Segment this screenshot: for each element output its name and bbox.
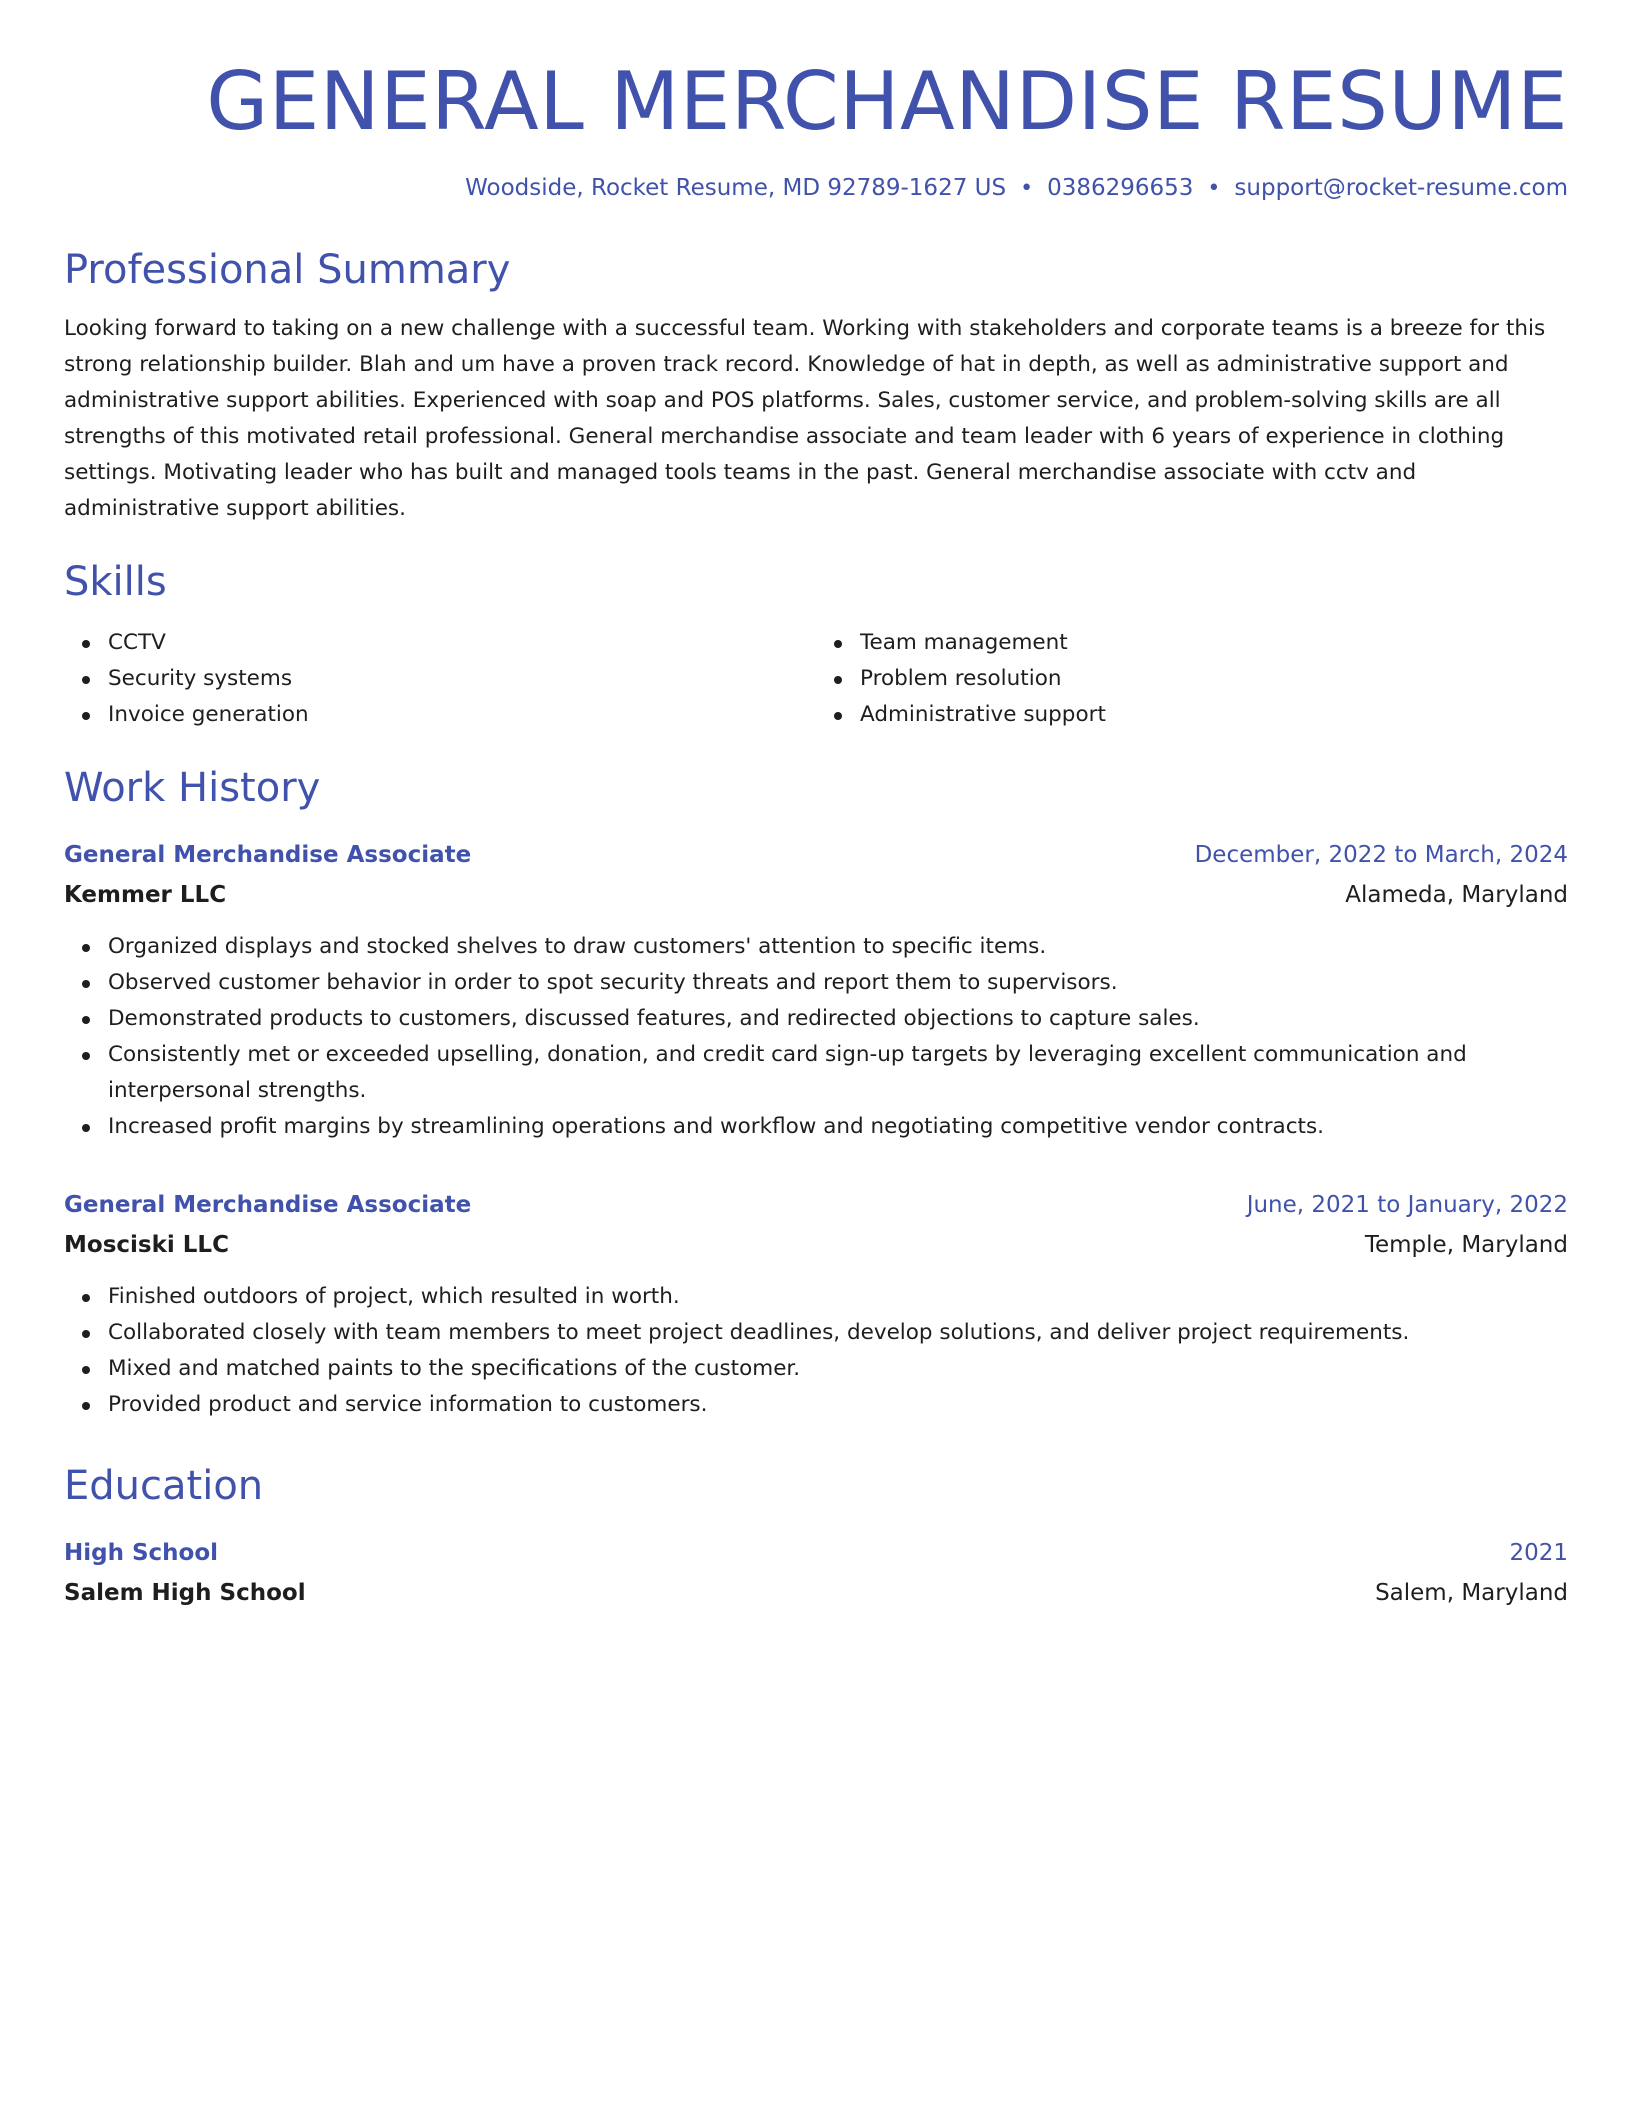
education-degree: High School (64, 1540, 219, 1566)
education-school: Salem High School (64, 1580, 306, 1606)
job-title-row (64, 1185, 1568, 1225)
contact-separator: • (1207, 176, 1221, 201)
job-bullet: Increased profit margins by streamlining operations and workflow and negotiating competitive vendor contracts. (108, 1109, 1568, 1145)
job-company: Mosciski LLC (64, 1232, 229, 1258)
summary-text: Looking forward to taking on a new challenge with a successful team. Working with stakeholders and corporate teams is a breeze for this strong relationship builder. Blah and um have a proven track record. Knowledge of hat in depth, as well as administrative support and administrative support abilities. Experienced with soap and POS platforms. Sales, customer service, and problem-solving skills are all strengths of this motivated retail professional. General merchandise associate and team leader with 6 years of experience in clothing settings. Motivating leader who has built and managed tools teams in the past. General merchandise associate with cctv and administrative support abilities. (64, 316, 1546, 521)
job-title: General Merchandise Associate (64, 1192, 472, 1218)
job-bullet: Collaborated closely with team members to meet project deadlines, develop solutions, and deliver project requirements. (108, 1315, 1568, 1351)
job-bullet: Mixed and matched paints to the specifications of the customer. (108, 1351, 1568, 1387)
skills-grid (64, 625, 1568, 733)
job-location: Temple, Maryland (1364, 1232, 1568, 1258)
job-dates: June, 2021 to January, 2022 (1246, 1192, 1568, 1218)
job-bullets (64, 1279, 1568, 1423)
education-degree-row (64, 1533, 1568, 1573)
job-bullet: Finished outdoors of project, which resulted in worth. (108, 1279, 1568, 1315)
work-history-heading: Work History (64, 765, 321, 811)
skill-item: Invoice generation (108, 697, 816, 733)
education-year: 2021 (1509, 1540, 1568, 1566)
summary-section (64, 245, 1568, 527)
education-school-row (64, 1573, 1568, 1613)
contact-phone: 0386296653 (1047, 175, 1194, 201)
education-heading: Education (64, 1463, 264, 1509)
contact-info (64, 172, 1568, 205)
skills-section (64, 557, 1568, 733)
contact-address: Woodside, Rocket Resume, MD 92789-1627 US (465, 175, 1007, 201)
job-bullet: Provided product and service information to customers. (108, 1387, 1568, 1423)
skill-item: Problem resolution (860, 661, 1568, 697)
skill-item: CCTV (108, 625, 816, 661)
skill-item: Team management (860, 625, 1568, 661)
work-history-section (64, 763, 1568, 1423)
education-section (64, 1461, 1568, 1613)
job-title-row (64, 835, 1568, 875)
skills-list-left (64, 625, 816, 733)
job-location: Alameda, Maryland (1345, 882, 1568, 908)
job-entry (64, 835, 1568, 1145)
education-location: Salem, Maryland (1375, 1580, 1568, 1606)
skill-item: Administrative support (860, 697, 1568, 733)
summary-heading: Professional Summary (64, 247, 511, 293)
job-bullet: Consistently met or exceeded upselling, donation, and credit card sign-up targets by leveraging excellent communication and interpersonal strengths. (108, 1037, 1568, 1109)
job-company-row (64, 875, 1568, 915)
contact-separator: • (1020, 176, 1034, 201)
job-title: General Merchandise Associate (64, 842, 472, 868)
resume-title: GENERAL MERCHANDISE RESUME (206, 55, 1568, 148)
skills-list-right (816, 625, 1568, 733)
job-dates: December, 2022 to March, 2024 (1194, 842, 1568, 868)
job-entry (64, 1185, 1568, 1423)
education-entry (64, 1533, 1568, 1613)
job-company: Kemmer LLC (64, 882, 227, 908)
job-bullet: Organized displays and stocked shelves to draw customers' attention to specific items. (108, 929, 1568, 965)
skill-item: Security systems (108, 661, 816, 697)
job-bullet: Observed customer behavior in order to spot security threats and report them to supervisors. (108, 965, 1568, 1001)
job-bullet: Demonstrated products to customers, discussed features, and redirected objections to capture sales. (108, 1001, 1568, 1037)
skills-heading: Skills (64, 559, 167, 605)
contact-email: support@rocket-resume.com (1234, 175, 1568, 201)
job-company-row (64, 1225, 1568, 1265)
job-bullets (64, 929, 1568, 1145)
